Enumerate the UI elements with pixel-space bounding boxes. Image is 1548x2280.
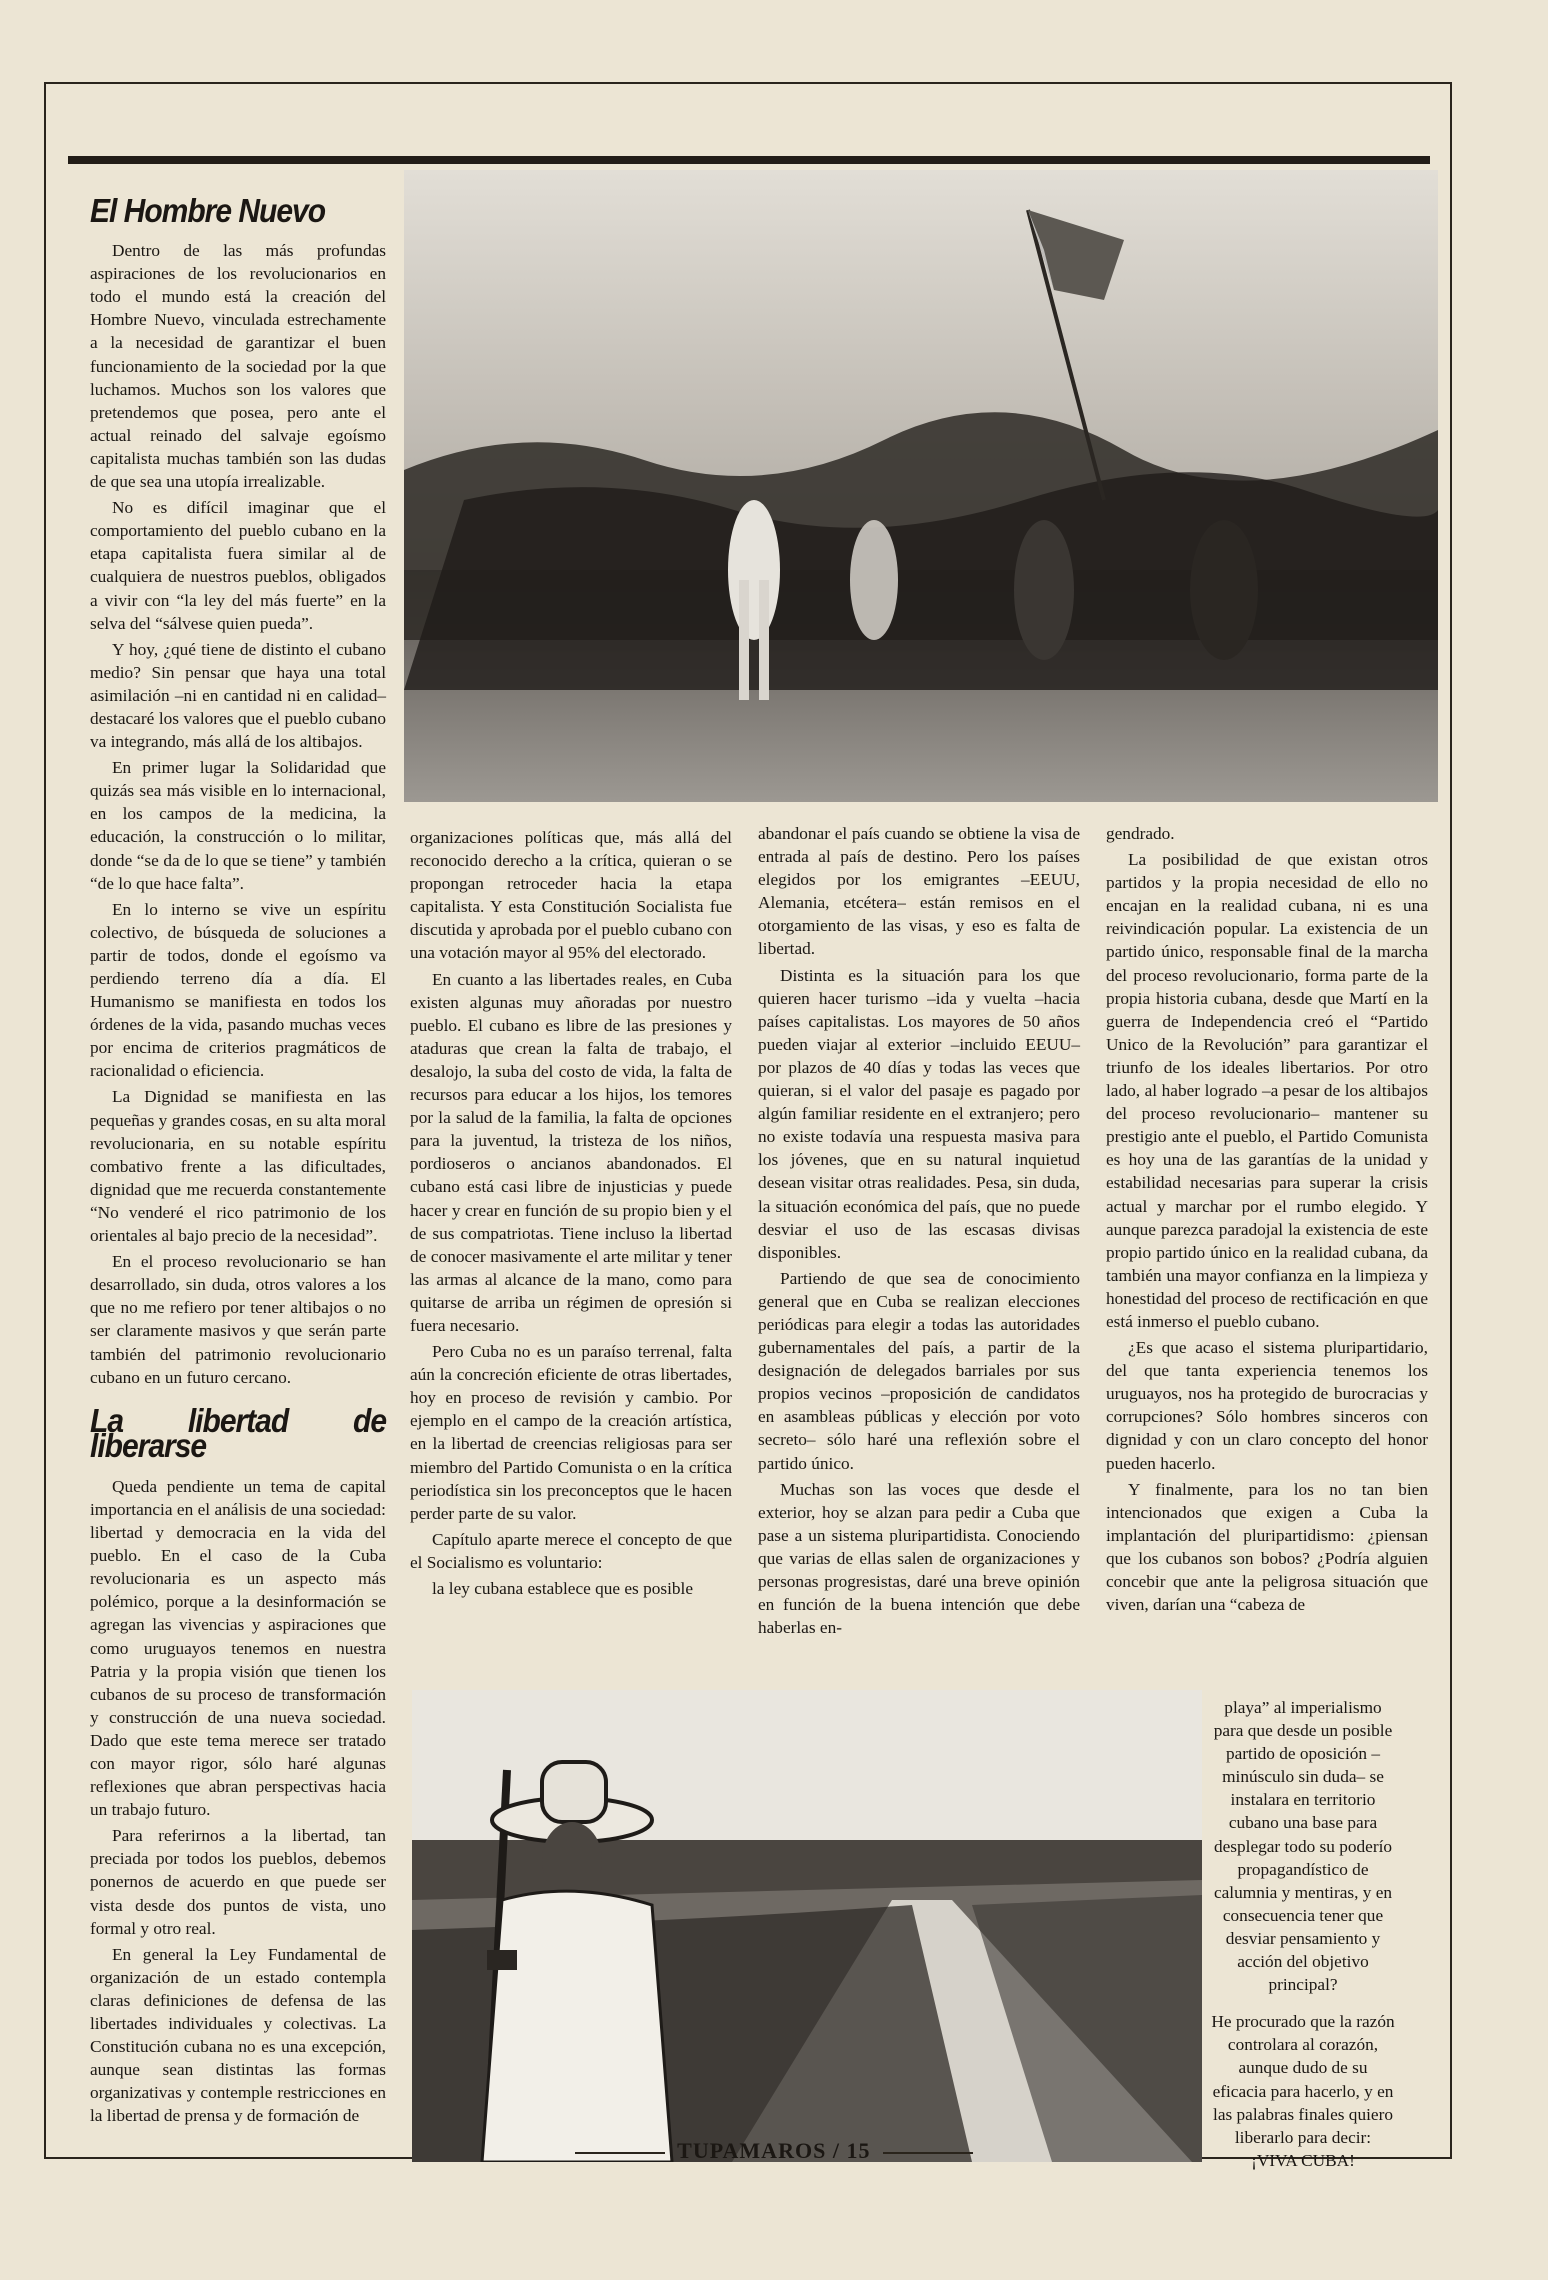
farmer-photo-art <box>412 1690 1202 2162</box>
cavalry-photo <box>404 170 1438 802</box>
paragraph: En lo interno se vive un espíritu colectivo, de búsqueda de soluciones a partir de todos, donde el egoísmo va perdiendo terreno día a día. El Humanismo se manifiesta en todos los órdenes de la vida, pasando muchas veces por encima de criterios pragmáticos de racionalidad o eficiencia. <box>90 899 386 1081</box>
paragraph: Muchas son las voces que desde el exterior, hoy se alzan para pedir a Cuba que pase a un sistema pluripartidista. Conociendo que varias de ellas salen de organizaciones y personas progresistas, daré una breve opinión en función de la buena intención que debe haberlas en- <box>758 1479 1080 1638</box>
column-3 <box>758 822 1080 1642</box>
paragraph: Y finalmente, para los no tan bien intencionados que exigen a Cuba la implantación del pluripartidismo: ¿piensan que los cubanos son bobos? ¿Podría alguien concebir que ante la peligrosa situación que viven, darían una “cabeza de <box>1106 1479 1428 1615</box>
paragraph: gendrado. <box>1106 824 1175 843</box>
column-1 <box>90 193 386 2131</box>
paragraph: En el proceso revolucionario se han desarrollado, sin duda, otros valores a los que no me refiero por tener altibajos o no ser claramente masivos y que serán parte también del patrimonio revolucionario cubano en un futuro cercano. <box>90 1252 386 1387</box>
publication-name: TUPAMAROS <box>677 2138 827 2163</box>
paragraph: organizaciones políticas que, más allá del reconocido derecho a la crítica, quieran o se propongan retroceder hacia la etapa capitalista. Y esta Constitución Socialista fue discutida y aprobada por el pueblo cubano con una votación mayor al 95% del electorado. <box>410 828 732 963</box>
heading-libertad: La libertad de liberarse <box>90 1402 386 1465</box>
paragraph: En primer lugar la Solidaridad que quizás sea más visible en lo internacional, en los campos de la medicina, la educación, la construcción o lo militar, donde “se da de lo que se tiene” y también “de lo que hace falta”. <box>90 758 386 893</box>
paragraph: He procurado que la razón controlara al corazón, aunque dudo de su eficacia para hacerlo, y en las palabras finales quiero liberarlo para decir: ¡VIVA CUBA! <box>1211 2012 1395 2170</box>
paragraph: No es difícil imaginar que el comportamiento del pueblo cubano en la etapa capitalista fuera similar al de cualquiera de nuestros pueblos, obligados a vivir con “la ley del más fuerte” en la selva del “sálvese quien pueda”. <box>90 498 386 633</box>
farmer-photo <box>412 1690 1202 2162</box>
page-number: 15 <box>846 2138 871 2163</box>
paragraph: Capítulo aparte merece el concepto de que el Socialismo es voluntario: <box>410 1529 732 1572</box>
cavalry-photo-art <box>404 170 1438 802</box>
paragraph: Queda pendiente un tema de capital importancia en el análisis de una sociedad: libertad y democracia en la vida del pueblo. En el caso de la Cuba revolucionaria es un aspecto más polémico, porque a la desinformación se agregan las vivencias y aspiraciones que como uruguayos tenemos en nuestra Patria y la propia visión que tienen los cubanos de su proceso de transformación y construcción de una nueva sociedad. Dado que este tema merece ser tratado con mayor rigor, sólo haré algunas reflexiones que abran perspectivas hacia un trabajo futuro. <box>90 1476 386 1820</box>
paragraph: La Dignidad se manifiesta en las pequeñas y grandes cosas, en su alta moral revolucionaria, en su notable espíritu combativo frente a las dificultades, dignidad que me recuerda constantemente “No venderé el rico patrimonio de los orientales al bajo precio de la necesidad”. <box>90 1087 386 1246</box>
paragraph: En general la Ley Fundamental de organización de un estado contempla claras definiciones de defensa de las libertades individuales y colectivas. La Constitución cubana no es una excepción, aunque sean distintas las formas organizativas y contemple restricciones en la libertad de prensa y de formación de <box>90 1944 386 2126</box>
top-rule <box>68 156 1430 164</box>
paragraph: abandonar el país cuando se obtiene la visa de entrada al país de destino. Pero los países elegidos por los emigrantes –EEUU, Alemania, etcétera– están remisos en el otorgamiento de las visas, y eso es falta de libertad. <box>758 824 1080 959</box>
paragraph: ¿Es que acaso el sistema pluripartidario, del que tanta experiencia tenemos los uruguayos, nos ha protegido de burocracias y corrupciones? Sólo hombres sinceros con dignidad y con un claro concepto del honor pueden hacerlo. <box>1106 1338 1428 1473</box>
column-4-wrap <box>1210 1696 1396 2175</box>
paragraph: Partiendo de que sea de conocimiento general que en Cuba se realizan elecciones periódicas para elegir a todas las autoridades gubernamentales del país, a partir de la designación de delegados barriales por sus propios vecinos –proposición de candidatos en asambleas públicas y elección por voto secreto– sólo haré una reflexión sobre el partido único. <box>758 1268 1080 1473</box>
page-footer <box>0 2138 1548 2164</box>
paragraph: la ley cubana establece que es posible <box>432 1579 694 1598</box>
paragraph: Distinta es la situación para los que quieren hacer turismo –ida y vuelta –hacia países capitalistas. Los mayores de 50 años pueden viajar al exterior –incluido EEUU– por plazos de 40 días y todas las veces que quieran, si el valor del pasaje es pagado por algún familiar residente en el extranjero; pero no existe todavía una respuesta masiva para los jóvenes, que en su natural inquietud desean visitar otras realidades. Pesa, sin duda, la situación económica del país, que no puede desviar el uso de las escasas divisas disponibles. <box>758 965 1080 1262</box>
column-4 <box>1106 822 1428 1619</box>
footer-rule-left <box>575 2152 665 2154</box>
paragraph: En cuanto a las libertades reales, en Cuba existen algunas muy añoradas por nuestro pueblo. El cubano es libre de las presiones y ataduras que crean la falta de trabajo, el desalojo, la suba del costo de vida, la falta de recursos para educar a los hijos, los temores por la salud de la familia, la falta de opciones para la juventud, la tristeza de los niños, pordioseros o ancianos abandonados. El cubano está casi libre de injusticias y puede hacer y crear en función de su propio bien y el de sus compatriotas. Tiene incluso la libertad de conocer masivamente el arte militar y tener las armas al alcance de la mano, como para quitarse de arriba un régimen de opresión si fuera necesario. <box>410 969 732 1335</box>
footer-rule-right <box>883 2152 973 2154</box>
paragraph: Pero Cuba no es un paraíso terrenal, falta aún la concreción eficiente de otras libertades, hoy en proceso de revisión y cambio. Por ejemplo en el campo de la creación artística, en la libertad de creencias religiosas para ser miembro del Partido Comunista o en la crítica periodística sin los preconceptos que le hacen perder parte de su valor. <box>410 1342 732 1523</box>
paragraph: Y hoy, ¿qué tiene de distinto el cubano medio? Sin pensar que haya una total asimilación –ni en cantidad ni en calidad– destacaré los valores que el pueblo cubano va integrando, más allá de los altibajos. <box>90 639 386 752</box>
paragraph: La posibilidad de que existan otros partidos y la propia necesidad de ello no encajan en la realidad cubana, ni es una reivindicación popular. La existencia de un partido único, responsable final de la marcha del proceso revolucionario, forma parte de la propia historia cubana, desde que Martí en la guerra de Independencia creó el “Partido Unico de la Revolución” para garantizar el triunfo de los ideales libertarios. Por otro lado, al haber logrado –a pesar de los altibajos del proceso revolucionario– mantener su prestigio ante el pueblo, el Partido Comunista es hoy una de las garantías de la unidad y estabilidad necesarias para superar la crisis actual y marchar por el rumbo elegido. Y aunque parezca paradojal la existencia de este propio partido único en la realidad cubana, da también una mayor confianza en la limpieza y honestidad del proceso de rectificación en que está inmerso el pueblo cubano. <box>1106 850 1428 1331</box>
paragraph: Dentro de las más profundas aspiraciones de los revolucionarios en todo el mundo está la creación del Hombre Nuevo, vinculada estrechamente a la necesidad de garantizar el buen funcionamiento de la sociedad por la que luchamos. Muchos son los valores que pretendemos que posea, pero ante el actual reinado del salvaje egoísmo capitalista muchas también son las dudas de que sea una utopía irrealizable. <box>90 241 386 492</box>
paragraph: playa” al imperialismo para que desde un posible partido de oposición –minúsculo sin duda– se instalara en territorio cubano una base para desplegar todo su poderío propagandístico de calumnia y mentiras, y en consecuencia tener que desviar pensamiento y acción del objetivo principal? <box>1213 1698 1393 1995</box>
heading-hombre-nuevo: El Hombre Nuevo <box>90 193 326 230</box>
footer-separator: / <box>832 2138 840 2163</box>
paragraph: Para referirnos a la libertad, tan preciada por todos los pueblos, debemos ponernos de acuerdo en que puede ser vista desde dos puntos de vista, uno formal y otro real. <box>90 1826 386 1938</box>
column-2 <box>410 826 732 1603</box>
